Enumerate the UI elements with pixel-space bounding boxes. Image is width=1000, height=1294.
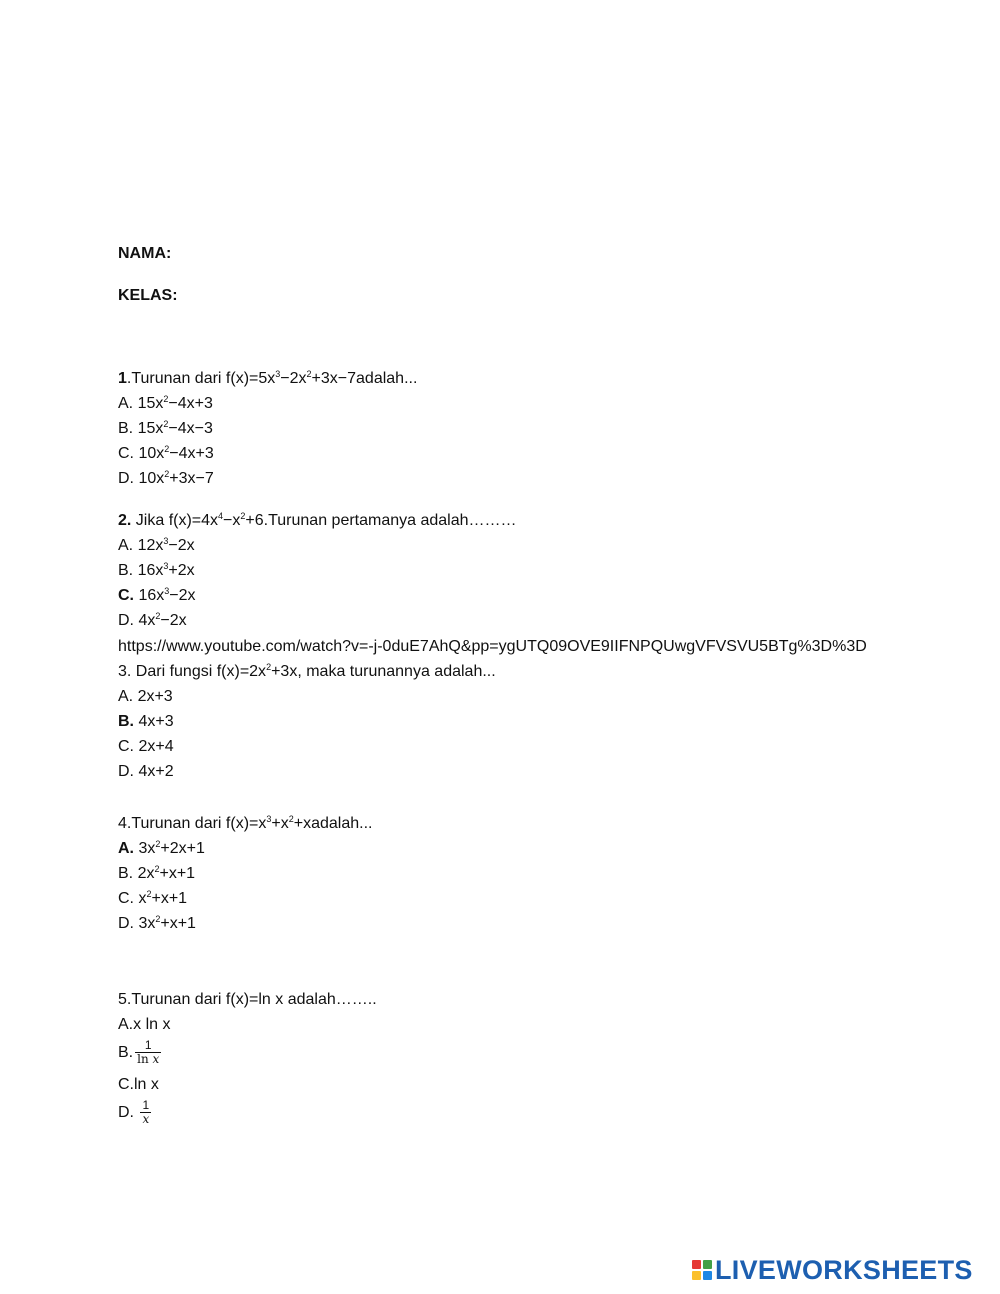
- q3-option-d: D. 4x+2: [118, 763, 174, 780]
- youtube-link[interactable]: https://www.youtube.com/watch?v=-j-0duE7AhQ&pp=ygUTQ09OVE9IIFNPQUwgVFVSVU5BTg%3D%3D: [118, 638, 867, 655]
- question-5: 5.Turunan dari f(x)=ln x adalah……..: [118, 991, 377, 1008]
- q3-option-a: A. 2x+3: [118, 688, 173, 705]
- q4-option-d: D. $3x^2+x+1$: [118, 914, 196, 932]
- q1-option-b: B. $15x^2-4x-3$: [118, 419, 213, 437]
- logo-square: [692, 1260, 701, 1269]
- q5-option-d: D. $\frac{1}{x}$: [118, 1098, 150, 1127]
- question-1: 1.Turunan dari $f(x)=5x^3-2x^2+3x-7adalah$...: [118, 369, 418, 387]
- nama-label: NAMA:: [118, 245, 172, 262]
- q5-option-b: B. $\frac{1}{\text{ln x}}$: [118, 1038, 160, 1067]
- q1-option-c: C. $10x^2-4x+3$: [118, 444, 214, 462]
- fraction-1-over-x: $\frac{1}{x}$: [142, 1098, 150, 1127]
- q3-option-b: B. 4x+3: [118, 713, 174, 730]
- q5-option-a: A.x ln x: [118, 1016, 171, 1033]
- question-4: 4.Turunan dari $f(x)=x^3+x^2+xadalah$...: [118, 814, 373, 832]
- kelas-label: KELAS:: [118, 287, 178, 304]
- logo-square: [692, 1271, 701, 1280]
- q2-option-b: B. $16x^3+2x$: [118, 561, 195, 579]
- logo-square: [703, 1260, 712, 1269]
- q3-option-c: C. 2x+4: [118, 738, 174, 755]
- q4-option-c: C. $x^2+x+1$: [118, 889, 188, 907]
- question-2: 2. Jika $f(x)=4x^4-x^2+6.Turunan$ pertamanya adalah………: [118, 511, 517, 529]
- fraction-1-over-ln-x: $\frac{1}{\text{ln x}}$: [137, 1038, 160, 1067]
- q2-option-a: A. $12x^3-2x$: [118, 536, 195, 554]
- q4-option-b: B. $2x^2+x+1$: [118, 864, 196, 882]
- q1-option-d: D. $10x^2+3x-7$: [118, 469, 214, 487]
- logo-mark-icon: [692, 1260, 712, 1280]
- liveworksheets-logo: [692, 1256, 973, 1284]
- logo-text: LIVEWORKSHEETS: [715, 1254, 973, 1285]
- q5-option-c: C.ln x: [118, 1076, 159, 1093]
- question-3: 3. Dari fungsi $f(x)=2x^2+3x$, maka turunannya adalah...: [118, 662, 496, 680]
- logo-square: [703, 1271, 712, 1280]
- q2-option-d: D. $4x^2-2x$: [118, 611, 187, 629]
- q4-option-a: A. $3x^2+2x+1$: [118, 839, 205, 857]
- q1-option-a: A. $15x^2-4x+3$: [118, 394, 213, 412]
- q2-option-c: C. $16x^3-2x$: [118, 586, 196, 604]
